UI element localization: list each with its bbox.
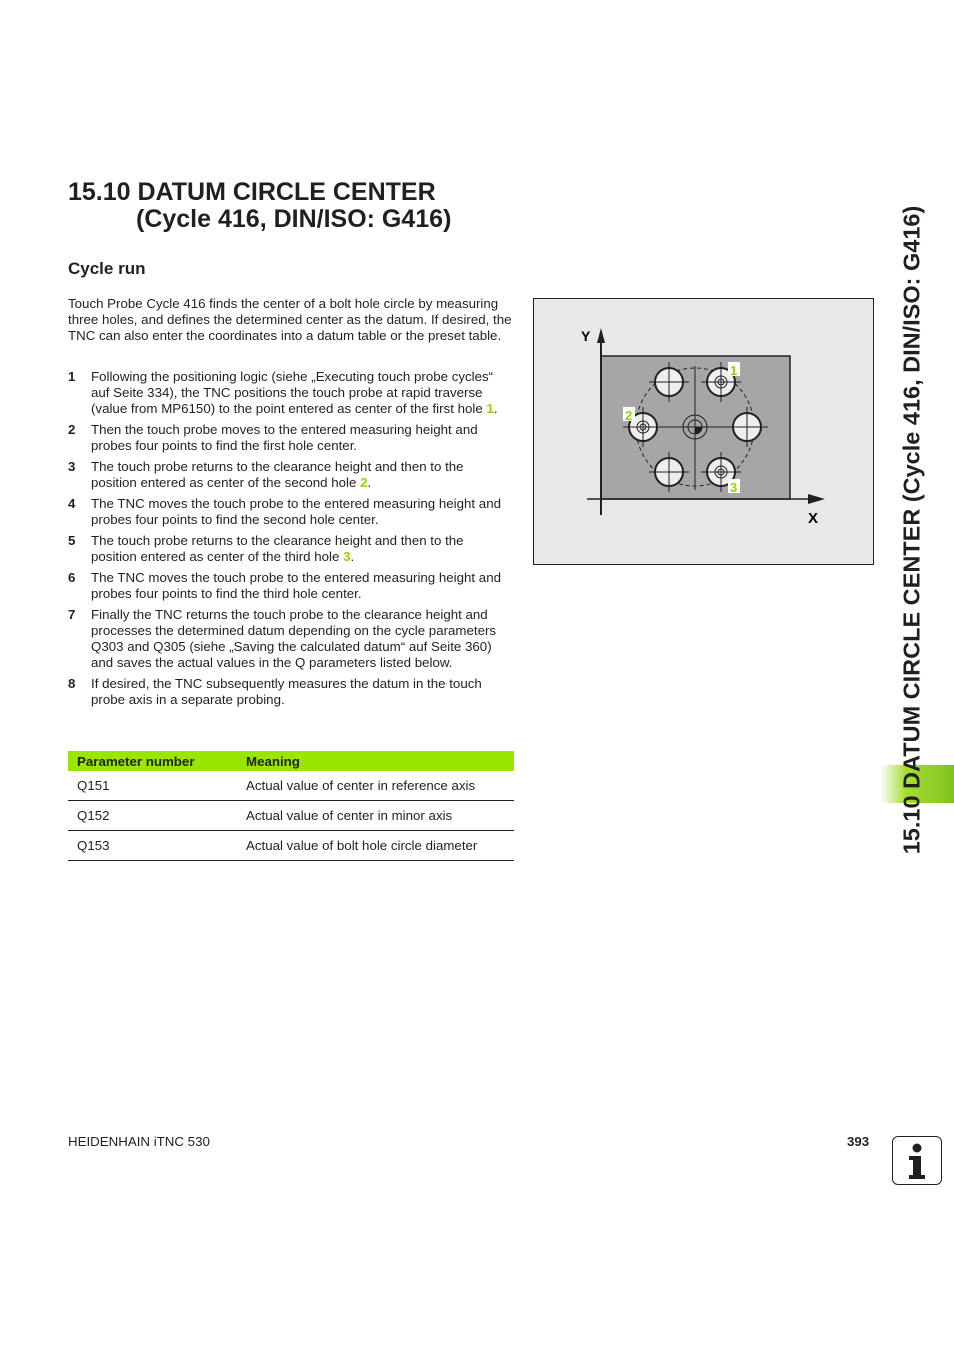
steps-list: [68, 369, 513, 713]
step-text: The TNC moves the touch probe to the entered measuring height and probes four points to find the second hole center.: [91, 496, 501, 527]
step-number: 4: [68, 496, 76, 512]
header-meaning: Meaning: [237, 751, 514, 771]
step-item: [68, 570, 513, 602]
step-item: [68, 459, 513, 491]
section-heading: Cycle run: [68, 259, 146, 278]
step-end: .: [350, 548, 355, 564]
hole-ref: 3: [343, 548, 351, 564]
step-text: If desired, the TNC subsequently measures the datum in the touch probe axis in a separate probing.: [91, 676, 482, 707]
meaning-cell: Actual value of center in reference axis: [237, 771, 514, 801]
step-end: .: [493, 400, 498, 416]
table-row: [68, 771, 514, 801]
step-number: 7: [68, 607, 76, 623]
hole-label-1: 1: [730, 363, 738, 378]
intro-paragraph: Touch Probe Cycle 416 finds the center of a bolt hole circle by measuring three holes, and defines the determined center as the datum. If desired, the TNC can also enter the coordinates into a datum table or the preset table.: [68, 296, 512, 343]
meaning-cell: Actual value of bolt hole circle diameter: [237, 831, 514, 861]
hole-ref: 2: [360, 474, 368, 490]
param-cell: Q151: [68, 771, 237, 801]
step-item: [68, 422, 513, 454]
step-number: 8: [68, 676, 76, 692]
step-number: 6: [68, 570, 76, 586]
table-row: [68, 831, 514, 861]
step-number: 5: [68, 533, 76, 549]
side-chapter-title: 15.10 DATUM CIRCLE CENTER (Cycle 416, DIN/ISO: G416): [898, 205, 925, 855]
page-number: 393: [847, 1134, 870, 1149]
step-number: 2: [68, 421, 76, 437]
step-item: [68, 676, 513, 708]
step-text: The TNC moves the touch probe to the entered measuring height and probes four points to find the third hole center.: [91, 570, 501, 602]
hole-label-3: 3: [730, 480, 738, 495]
bolt-hole-diagram: [533, 298, 874, 565]
x-label: X: [808, 510, 819, 527]
meaning-cell: Actual value of center in minor axis: [237, 801, 514, 831]
step-text: Then the touch probe moves to the entered measuring height and probes four points to find the first hole center.: [91, 421, 478, 453]
page-title-line2: (Cycle 416, DIN/ISO: G416): [136, 205, 452, 233]
step-number: 1: [68, 369, 76, 384]
footer-product: HEIDENHAIN iTNC 530: [68, 1134, 210, 1149]
param-cell: Q152: [68, 801, 237, 831]
table-row: [68, 801, 514, 831]
param-cell: Q153: [68, 831, 237, 861]
header-parameter-number: Parameter number: [68, 751, 237, 771]
step-text: The touch probe returns to the clearance height and then to the position entered as center of the third hole: [91, 533, 464, 564]
hole-ref: 1: [486, 400, 494, 416]
step-text: Finally the TNC returns the touch probe to the clearance height and processes the determined datum depending on the cycle parameters Q303 and Q305 (siehe „Saving the calculated datum“ auf Seite 360) and saves the actual values in the Q parameters listed below.: [91, 607, 497, 670]
step-item: [68, 533, 513, 565]
hole-label-2: 2: [625, 408, 633, 423]
page-title-line1: 15.10 DATUM CIRCLE CENTER: [68, 178, 436, 206]
step-text: Following the positioning logic (siehe „Executing touch probe cycles“ auf Seite 334), the TNC positions the touch probe at rapid traverse (value from MP6150) to the point entered as center of the first hole: [91, 369, 494, 416]
step-end: .: [367, 474, 372, 490]
y-label: Y: [581, 328, 591, 344]
step-text: The touch probe returns to the clearance height and then to the position entered as center of the second hole: [91, 458, 464, 490]
step-item: [68, 496, 513, 528]
step-item: [68, 607, 513, 670]
step-item: [68, 369, 513, 416]
info-icon: [892, 1136, 942, 1185]
parameter-table: [68, 751, 514, 861]
step-number: 3: [68, 458, 76, 474]
